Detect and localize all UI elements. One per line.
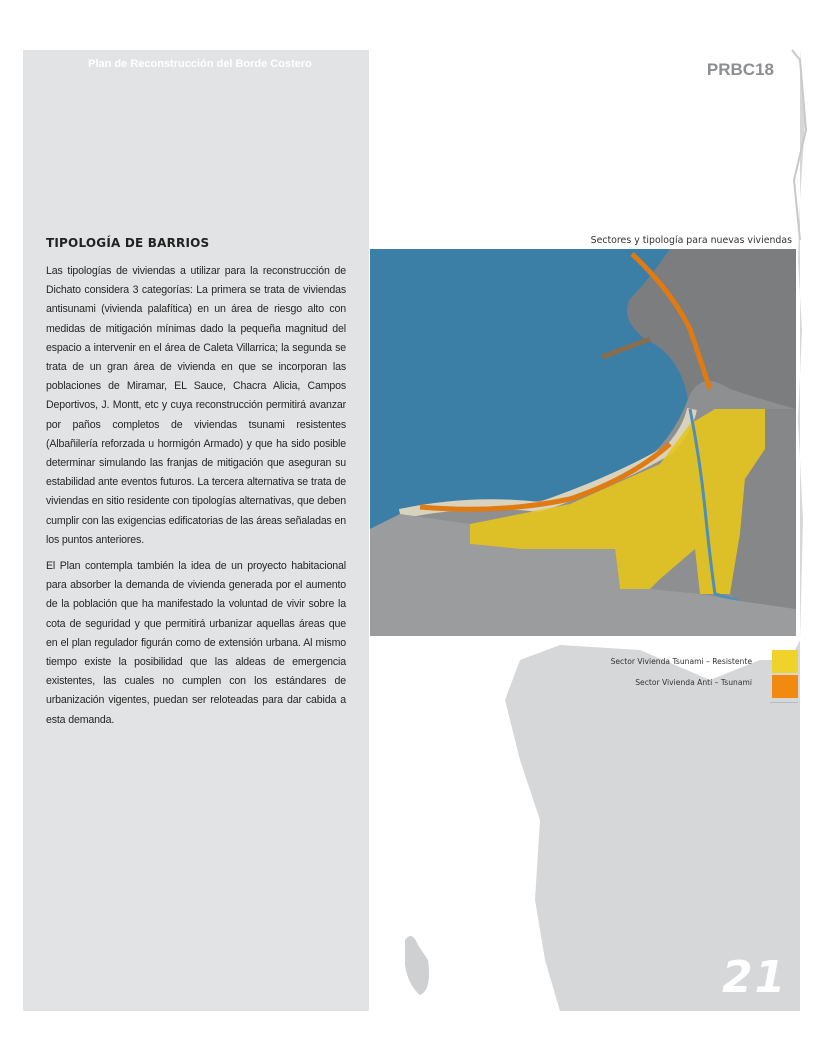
legend-label: Sector Vivienda Anti – Tsunami — [635, 678, 752, 687]
legend-label: Sector Vivienda Tsunami – Resistente — [610, 657, 752, 666]
legend-divider — [770, 702, 798, 703]
section-heading: TIPOLOGÍA DE BARRIOS — [46, 236, 210, 250]
map-caption: Sectores y tipología para nuevas viviendas — [590, 235, 792, 246]
page-number: 21 — [722, 952, 788, 1003]
paragraph: El Plan contempla también la idea de un proyecto habitacional para absorber la demanda de vivienda generada por el aumento de la población que ha manifestado la voluntad de vivir sobre la cota de seguridad y que permitirá urbanizar aquellas áreas que en el plan regulador figurán como de extensión urbana. Al mismo tiempo existe la posibilidad que las aldeas de emergencia existentes, las cuales no cumplen con los estándares de urbanización vigentes, puedan ser reloteadas para dar cabida a esta demanda. — [46, 560, 346, 726]
legend-swatch-resistant — [772, 650, 798, 673]
document-code: PRBC18 — [706, 60, 774, 79]
section-body — [46, 262, 346, 737]
plan-title: Plan de Reconstrucción del Borde Costero — [88, 58, 312, 70]
legend-swatch-anti-tsunami — [772, 675, 798, 698]
aerial-map-image — [370, 249, 796, 636]
paragraph: Las tipologías de viviendas a utilizar para la reconstrucción de Dichato considera 3 categorías: La primera se trata de viviendas antisunami (vivienda palafítica) en un área de riesgo alto con medidas de mitigación mínimas dado la pequeña magnitud del espacio a intervenir en el área de Caleta Villarrica; la segunda se trata de un gran área de vivienda en que se incorporan las poblaciones de Miramar, EL Sauce, Chacra Alicia, Campos Deportivos, J. Montt, etc y cuya reconstrucción permitirá avanzar por paños completos de viviendas tsunami resistentes (Albañilería reforzada u hormigón Armado) y que ha sido posible determinar simulando las franjas de mitigación que aseguran su estabilidad ante eventos futuros. La tercera alternativa se trata de viviendas en sitio residente con tipologías alternativas, que deben cumplir con las exigencias edificatorias de las áreas señaladas en los puntos anteriores. — [46, 265, 346, 546]
